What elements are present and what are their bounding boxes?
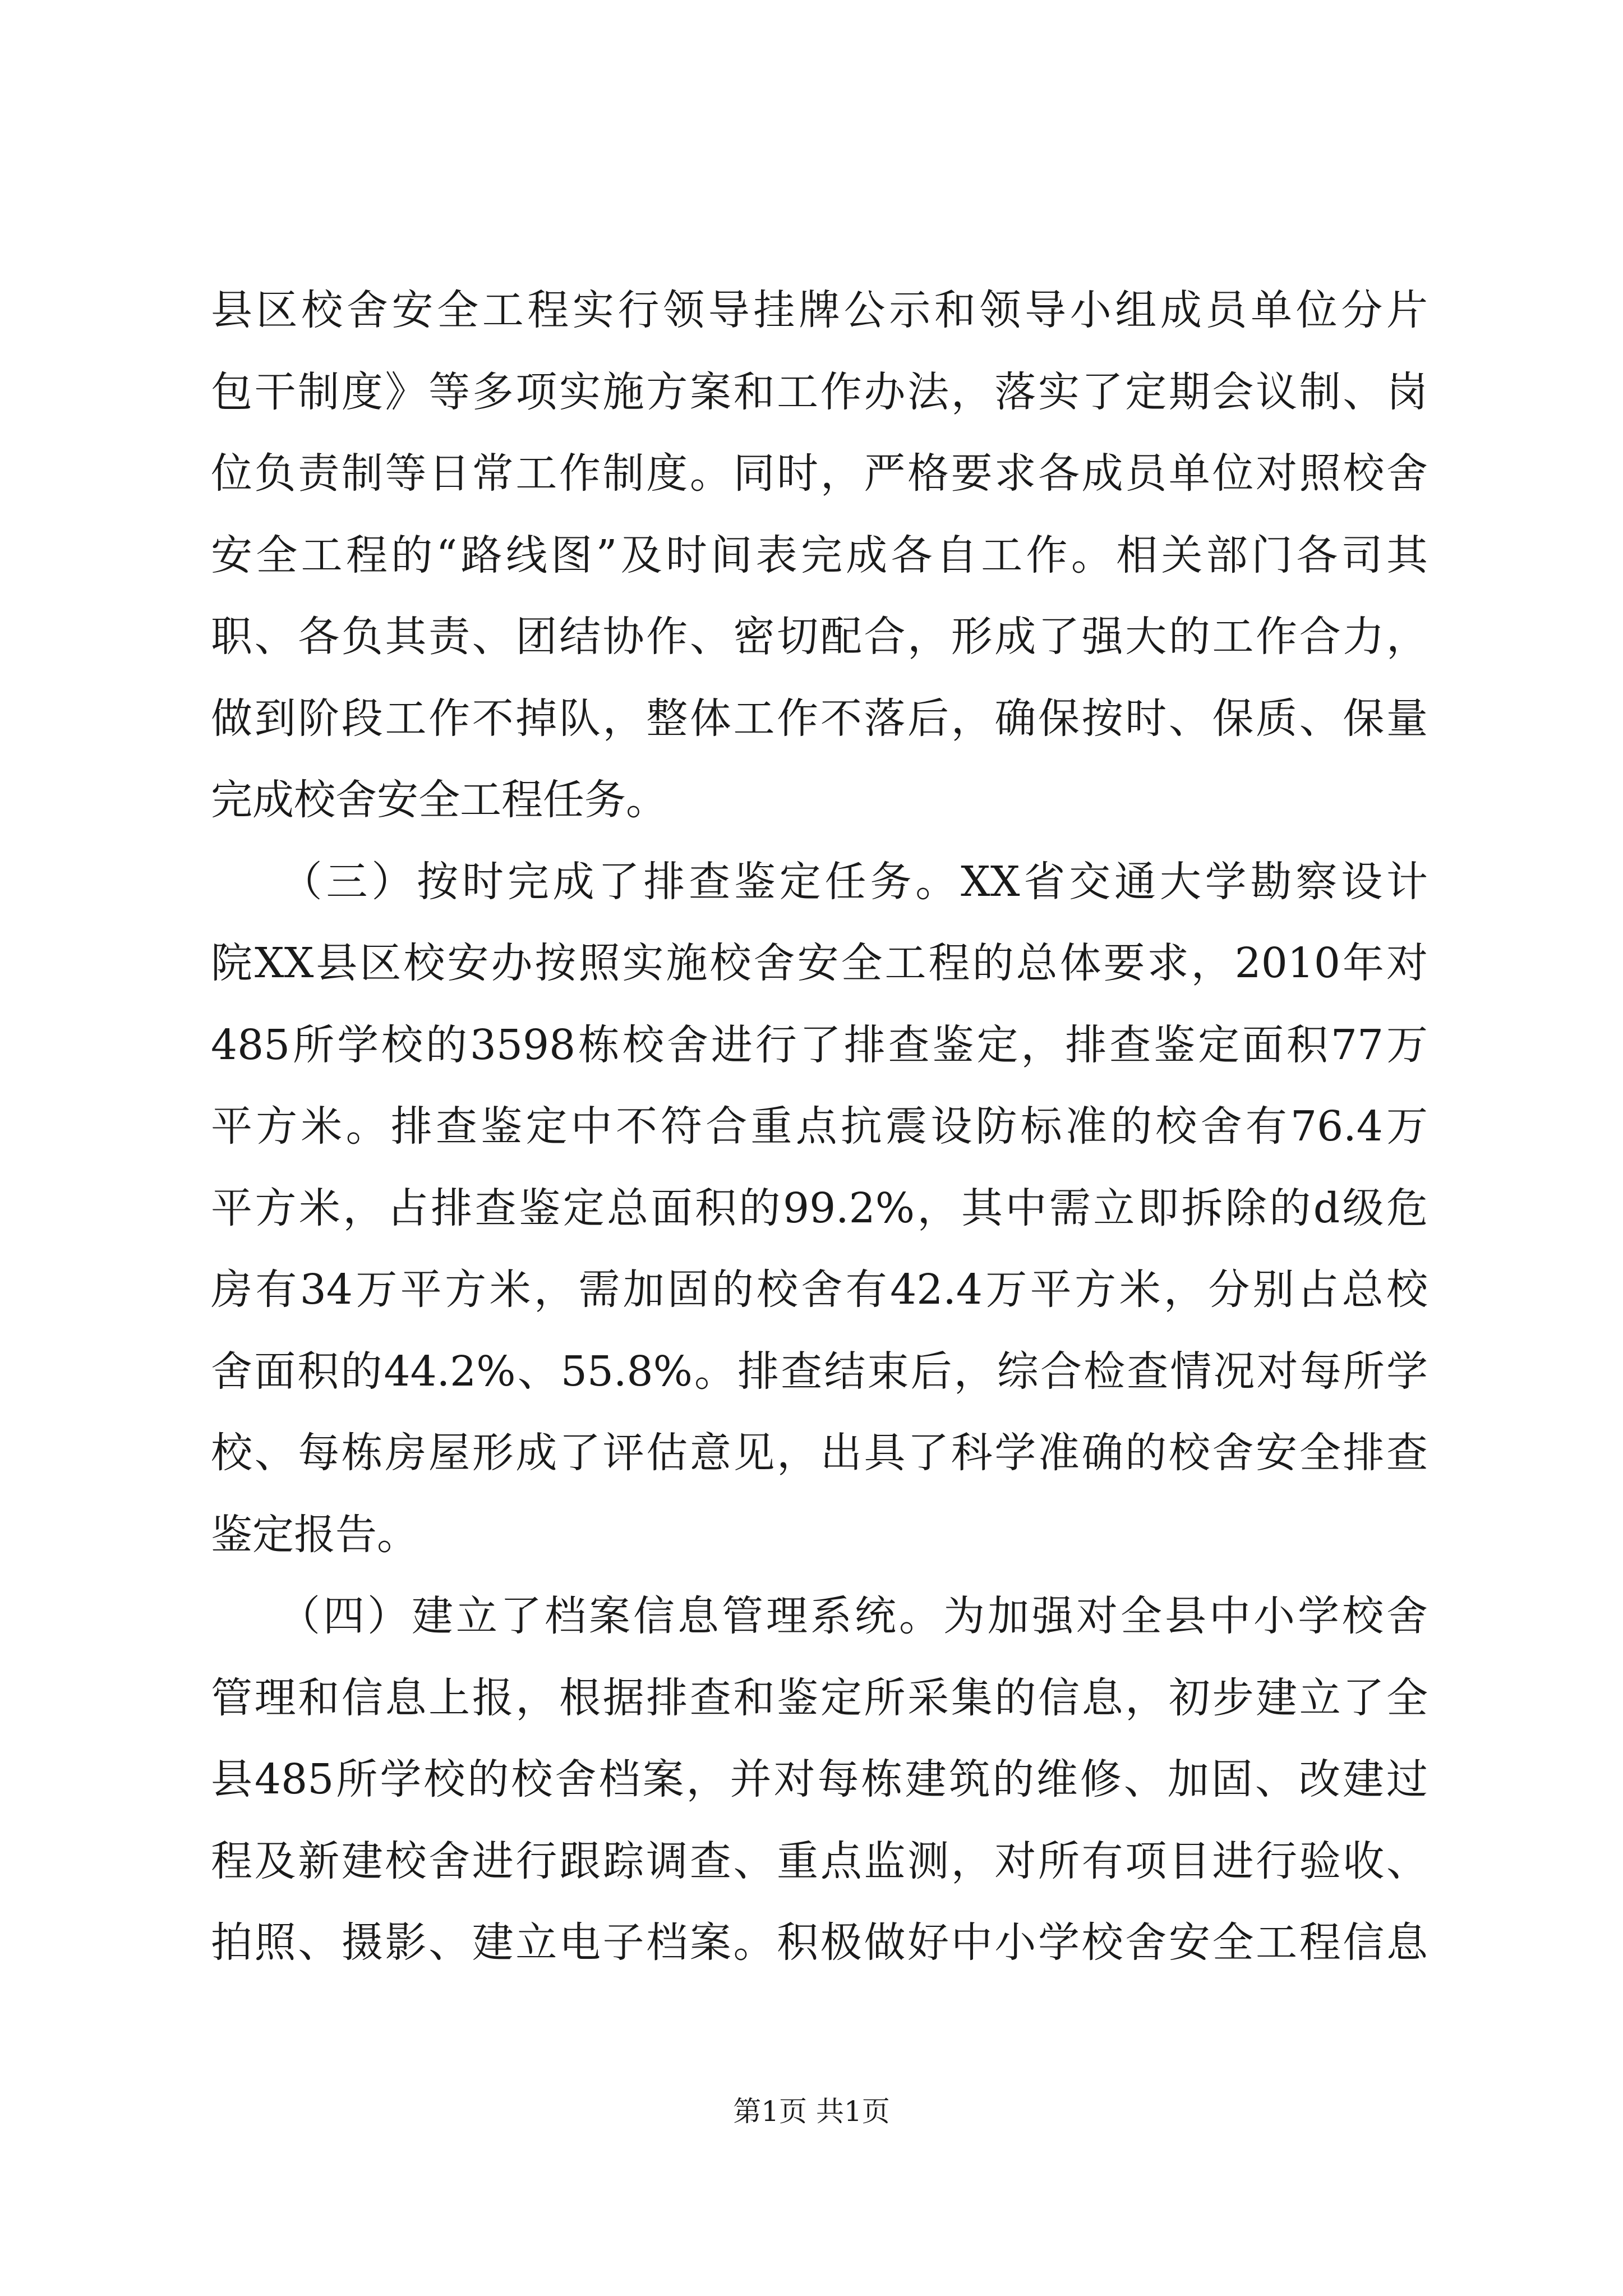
text-line: （三）按时完成了排查鉴定任务。XX省交通大学勘察设计 xyxy=(211,857,1428,906)
text-line: 安全工程的“路线图”及时间表完成各自工作。相关部门各司其 xyxy=(211,531,1428,579)
text-line: 鉴定报告。 xyxy=(211,1510,418,1559)
text-line: （四）建立了档案信息管理系统。为加强对全县中小学校舍 xyxy=(211,1592,1428,1640)
text-line: 职、各负其责、团结协作、密切配合，形成了强大的工作合力， xyxy=(211,613,1428,661)
text-line: 485所学校的3598栋校舍进行了排查鉴定，排查鉴定面积77万 xyxy=(211,1020,1428,1069)
text-line: 舍面积的44.2%、55.8%。排查结束后，综合检查情况对每所学 xyxy=(211,1347,1428,1396)
text-line: 平方米，占排查鉴定总面积的99.2%，其中需立即拆除的d级危 xyxy=(211,1184,1428,1232)
text-line: 位负责制等日常工作制度。同时，严格要求各成员单位对照校舍 xyxy=(211,449,1428,498)
text-line: 县区校舍安全工程实行领导挂牌公示和领导小组成员单位分片 xyxy=(211,286,1428,334)
text-line: 完成校舍安全工程任务。 xyxy=(211,776,667,824)
text-line: 平方米。排查鉴定中不符合重点抗震设防标准的校舍有76.4万 xyxy=(211,1102,1428,1151)
text-line: 校、每栋房屋形成了评估意见，出具了科学准确的校舍安全排查 xyxy=(211,1429,1428,1477)
text-line: 做到阶段工作不掉队，整体工作不落后，确保按时、保质、保量 xyxy=(211,694,1428,743)
text-line: 管理和信息上报，根据排查和鉴定所采集的信息，初步建立了全 xyxy=(211,1673,1428,1722)
page-footer: 第1页 共1页 xyxy=(733,2095,890,2128)
text-line: 包干制度》等多项实施方案和工作办法，落实了定期会议制、岗 xyxy=(211,367,1428,416)
text-line: 房有34万平方米，需加固的校舍有42.4万平方米，分别占总校 xyxy=(211,1266,1428,1314)
text-line: 拍照、摄影、建立电子档案。积极做好中小学校舍安全工程信息 xyxy=(211,1918,1428,1967)
text-line: 程及新建校舍进行跟踪调查、重点监测，对所有项目进行验收、 xyxy=(211,1837,1428,1885)
text-line: 院XX县区校安办按照实施校舍安全工程的总体要求，2010年对 xyxy=(211,939,1428,987)
text-line: 县485所学校的校舍档案，并对每栋建筑的维修、加固、改建过 xyxy=(211,1755,1428,1803)
